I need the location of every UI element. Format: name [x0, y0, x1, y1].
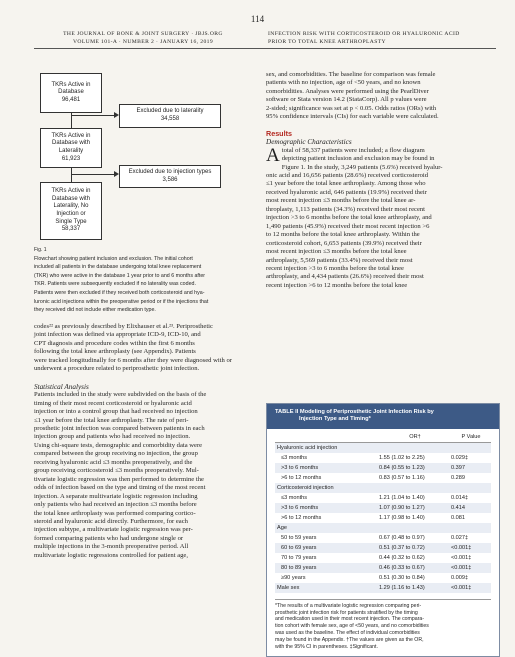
text-line: timing of their most recent corticosteroid or hyaluronic acid: [34, 399, 192, 407]
flow-box-count: 61,923: [61, 155, 81, 162]
table-cell-or: [379, 442, 451, 453]
text-line: joint infection was defined via appropriate ICD-9, ICD-10, and: [34, 331, 201, 339]
text-line: codes²² as previously described by Elixhauser et al.²³. Periprosthetic: [34, 323, 213, 330]
flow-box-excluded-injection: [119, 165, 221, 188]
footnote-line: was used as the baseline. The effect of individual comorbidities: [275, 630, 420, 636]
results-heading: Results: [266, 128, 292, 138]
flow-box-text: Excluded due to laterality: [136, 108, 204, 115]
table-cell-p: 0.027‡: [451, 534, 469, 541]
text-line: corticosteroid cohort, 6,653 patients (39.9%) received their: [266, 239, 422, 247]
spacer: [34, 374, 252, 383]
table-cell-or: 1.17 (0.98 to 1.40): [379, 514, 425, 521]
right-column-text: [266, 71, 498, 290]
caption-line: luronic acid injections within the preoperative period or if the injections that: [34, 298, 209, 305]
left-column-text: [34, 323, 252, 560]
text-line: Figure 1. In the study, 3,249 patients (5.6%) received hyalur-: [281, 163, 443, 171]
article-short-title-2: PRIOR TO TOTAL KNEE ARTHROPLASTY: [268, 39, 386, 45]
flow-box-all-tkrs: [40, 73, 102, 113]
table-row: [275, 483, 491, 493]
flow-connector: [71, 168, 72, 182]
flow-connector: [71, 115, 115, 116]
footnote-line: with the 95% CI in parentheses. ‡Significant.: [275, 643, 378, 650]
spacer: [266, 122, 498, 130]
table-title-line: Injection Type and Timing*: [299, 416, 371, 423]
text-line: underwent a procedure related to periprosthetic joint infection.: [34, 365, 200, 373]
table-cell-or: 0.83 (0.57 to 1.16): [379, 474, 425, 481]
section-title-statistical-analysis: Statistical Analysis: [34, 382, 89, 391]
table-cell-p: 0.397: [451, 463, 491, 473]
table-footnote: [275, 599, 491, 651]
text-line: Patients included in the study were subdivided on the basis of the: [34, 391, 207, 399]
flow-box-text: Database with: [51, 140, 91, 147]
table-row: [275, 503, 491, 513]
text-line: ≤1 year before the total knee arthroplasty. The rate of peri-: [34, 416, 189, 424]
running-header-left: [34, 30, 252, 46]
flow-box-count: 34,558: [160, 116, 180, 122]
text-line: most recent injection ≤3 months before the total knee ar-: [266, 197, 416, 205]
text-line: depicting patient inclusion and exclusion may be found in: [281, 155, 435, 163]
text-line: multiple injections in the 3-month preoperative period. All: [34, 543, 189, 551]
table-cell-label: 80 to 89 years: [275, 563, 379, 573]
text-line: Using chi-square tests, demographic and comorbidity data were: [34, 441, 203, 449]
text-line: 95% confidence intervals (CIs) for each variable were calculated.: [266, 113, 439, 121]
table-ii: [266, 403, 500, 657]
running-header-right: [268, 30, 498, 46]
table-cell-label: 60 to 69 years: [275, 543, 379, 553]
text-line: arthroplasty, 5,569 patients (33.4%) received their most: [266, 256, 413, 264]
table-cell-or: 1.55 (1.02 to 2.25): [379, 454, 425, 461]
text-line: total of 58,337 patients were included; a flow diagram: [281, 146, 425, 154]
text-line: following the total knee arthroplasty (see Appendix). Patients: [34, 348, 196, 356]
table-row: [275, 513, 491, 523]
table-cell-label: 70 to 79 years: [281, 554, 317, 561]
table-cell-p: <0.001‡: [451, 583, 491, 593]
flow-connector: [71, 174, 115, 175]
table-cell-p: 0.029‡: [451, 454, 469, 461]
flow-box-text: Laterality, No: [53, 203, 89, 210]
table-cell-p: [451, 442, 491, 453]
table-cell-label: >6 to 12 months: [281, 474, 322, 481]
table-row: [275, 563, 491, 573]
text-line: only patients who had received an injection ≤3 months before: [34, 501, 197, 509]
table-cell-label: Male sex: [275, 583, 379, 593]
journal-name: THE JOURNAL OF BONE & JOINT SURGERY · JBJS.ORG: [63, 31, 223, 37]
text-line: injection group and patients who had received no injection.: [34, 433, 191, 441]
text-line: arthroplasty, and 4,434 patients (26.6%) received their most: [266, 273, 424, 281]
text-line: 2-sided; significance was set at p < 0.05. Odds ratios (ORs) with: [266, 104, 437, 112]
table-cell-or: 0.51 (0.37 to 0.72): [379, 543, 451, 553]
text-line: recent injection >3 to 6 months before the total knee: [266, 264, 404, 272]
flow-box-text: Laterality: [58, 148, 84, 154]
text-line: group receiving corticosteroid ≤3 months preoperatively. Mul-: [34, 467, 199, 475]
table-row: [275, 533, 491, 543]
text-line: prosthetic joint infection was compared between patients in each: [34, 424, 205, 432]
table-cell-label: >3 to 6 months: [275, 503, 379, 513]
footnote-line: prosthetic joint infection risk for patients stratified by the timing: [275, 609, 418, 616]
article-short-title-1: INFECTION RISK WITH CORTICOSTEROID OR HYALURONIC ACID: [268, 31, 460, 37]
table-row: [275, 583, 491, 593]
text-line: sex, and comorbidities. The baseline for comparison was female: [266, 71, 436, 78]
footnote-line: and medication used in their most recent injection. The compara-: [275, 616, 424, 623]
table-title: [267, 404, 499, 429]
table-cell-p: 0.014‡: [451, 494, 469, 501]
caption-line: (TKR) who were active in the database 1 year prior to and 6 months after: [34, 272, 206, 279]
text-line: received hyaluronic acid, 646 patients (19.9%) received their: [266, 188, 427, 196]
table-cell-or: 0.46 (0.33 to 0.67): [379, 563, 451, 573]
drop-cap: A: [266, 144, 280, 166]
table-cell-p: 0.289: [451, 474, 465, 481]
flow-box-text: Single Type: [55, 218, 87, 225]
table-title-line: TABLE II Modeling of Periprosthetic Joint Infection Risk by: [275, 409, 434, 415]
text-line: injection or into a control group that had received no injection: [34, 408, 198, 416]
table-cell-label: Hyaluronic acid injection: [275, 442, 379, 453]
caption-line: they received did not include either medication type.: [34, 307, 156, 314]
header-rule: [34, 48, 496, 49]
flow-box-count: 58,337: [61, 226, 81, 233]
text-line: receiving hyaluronic acid ≤3 months preoperatively, and the: [34, 458, 193, 466]
caption-line: TKR. Patients were subsequently excluded if no laterality was coded.: [34, 281, 196, 288]
figure-label: Fig. 1: [34, 247, 47, 253]
caption-line: Patients were then excluded if they received both corticosteroid and hya-: [34, 289, 205, 296]
volume-info: VOLUME 101-A · NUMBER 2 · JANUARY 16, 2019: [72, 39, 214, 45]
text-line: the total knee arthroplasty was performed comparing cortico-: [34, 509, 196, 517]
table-row: [275, 463, 491, 473]
text-line: injection subtype, a multivariate logistic regression was per-: [34, 526, 193, 534]
footnote-line: *The results of a multivariate logistic regression comparing peri-: [275, 602, 422, 609]
results-paragraph: [266, 144, 498, 291]
text-line: compared between the group receiving no injection, the group: [34, 450, 198, 458]
text-line: recent injection >6 to 12 months before the total knee: [266, 281, 408, 289]
table-row: [275, 473, 491, 483]
flow-box-text: TKRs Active in: [51, 188, 91, 195]
caption-line: Flowchart showing patient inclusion and exclusion. The initial cohort: [34, 255, 193, 262]
table-cell-label: ≤3 months: [281, 494, 308, 501]
table-cell-p: <0.001‡: [451, 554, 472, 561]
results-table: [275, 433, 491, 593]
text-line: odds of infection based on the type and timing of the most recent: [34, 484, 206, 492]
flow-box-count: 96,481: [61, 96, 81, 103]
flow-box-text: Database: [58, 89, 84, 96]
table-cell-p: 0.414: [451, 503, 491, 513]
table-cell-p: [451, 483, 491, 493]
table-row: [275, 453, 491, 463]
table-cell-or: 0.51 (0.30 to 0.84): [379, 574, 425, 581]
text-line: software or Stata version 14.2 (StataCorp). All p values were: [266, 96, 427, 104]
table-cell-label: >6 to 12 months: [281, 514, 322, 521]
flow-box-excluded-laterality: [119, 104, 221, 128]
text-line: steroid and hyaluronic acid directly. Furthermore, for each: [34, 517, 188, 525]
table-row: [275, 523, 491, 533]
table-cell-label: >3 to 6 months: [275, 463, 379, 473]
table-header-blank: [275, 433, 379, 443]
flow-box-text: TKRs Active in: [51, 81, 91, 88]
footnote-line: may be found in the Appendix. †The values are given as the OR,: [275, 636, 424, 643]
table-cell-or: [379, 523, 451, 533]
text-line: to 12 months before the total knee arthroplasty. Within the: [266, 231, 420, 239]
table-cell-or: 0.44 (0.32 to 0.62): [379, 554, 425, 561]
flow-box-laterality: [40, 128, 102, 168]
flow-box-text: Excluded due to injection types: [128, 168, 212, 175]
table-row: [275, 442, 491, 453]
table-cell-label: Corticosteroid injection: [275, 483, 379, 493]
table-header-row: [275, 433, 491, 443]
table-cell-p: 0.009‡: [451, 574, 469, 581]
text-line: most recent injection ≤3 months before the total knee: [266, 248, 407, 256]
text-line: throplasty, 1,113 patients (34.3%) received their most recent: [266, 205, 425, 213]
table-cell-label: ≤3 months: [281, 454, 308, 461]
table-row: [275, 543, 491, 553]
table-cell-label: 50 to 59 years: [281, 534, 317, 541]
table-cell-or: 1.21 (1.04 to 1.40): [379, 494, 425, 501]
text-line: patients with no injection, age of <50 years, and no known: [266, 79, 421, 87]
text-line: onic acid and 16,656 patients (28.6%) received corticosteroid: [266, 171, 429, 179]
text-line: ≤1 year before the total knee arthroplasty. Among those who: [266, 180, 426, 188]
caption-line: included all patients in the database undergoing total knee replacement: [34, 264, 202, 271]
flow-box-text: TKRs Active in: [51, 132, 91, 139]
section-title-demographics: Demographic Characteristics: [266, 138, 352, 147]
table-cell-or: 0.84 (0.55 to 1.23): [379, 463, 451, 473]
table-cell-label: Age: [275, 523, 379, 533]
text-line: tivariate logistic regression was then performed to determine the: [34, 475, 204, 483]
table-cell-or: 0.67 (0.48 to 0.97): [379, 534, 425, 541]
table-cell-p: <0.001‡: [451, 543, 491, 553]
text-line: 1,490 patients (45.9%) received their most recent injection >6: [266, 222, 430, 230]
flow-box-final-cohort: [40, 182, 102, 240]
text-line: formed comparing patients who had undergone single or: [34, 534, 184, 542]
text-line: comorbidities. Analyses were performed using the PearlDiver: [266, 87, 429, 95]
flow-box-text: Injection or: [56, 211, 86, 217]
table-row: [275, 493, 491, 503]
table-header-p: P Value: [451, 433, 491, 443]
footnote-line: tion cohort with female sex, age of <50 years, and no comorbidities: [275, 623, 429, 630]
table-cell-label: ≥90 years: [281, 574, 306, 581]
table-cell-p: 0.081: [451, 514, 465, 521]
page-number: 114: [250, 14, 265, 24]
table-cell-p: <0.001‡: [451, 563, 491, 573]
table-header-or: OR†: [379, 433, 451, 443]
table-cell-p: [451, 523, 491, 533]
text-line: injection. A separate multivariate logistic regression including: [34, 492, 198, 500]
table-row: [275, 573, 491, 583]
table-cell-or: 1.07 (0.90 to 1.27): [379, 503, 451, 513]
table-cell-or: 1.29 (1.16 to 1.43): [379, 583, 451, 593]
flow-box-count: 3,586: [162, 176, 178, 183]
table-cell-or: [379, 483, 451, 493]
table-row: [275, 553, 491, 563]
text-line: were tracked longitudinally for 6 months after they were diagnosed with or: [34, 356, 232, 364]
table-body: [275, 442, 491, 593]
text-line: multivariate logistic regressions controlled for patient age,: [34, 551, 188, 559]
flow-box-text: Database with: [51, 195, 91, 202]
text-line: CPT diagnosis and procedure codes within the first 6 months: [34, 339, 195, 347]
figure-caption: [34, 246, 252, 315]
text-line: injection >3 to 6 months before the total knee arthroplasty, and: [266, 214, 432, 222]
